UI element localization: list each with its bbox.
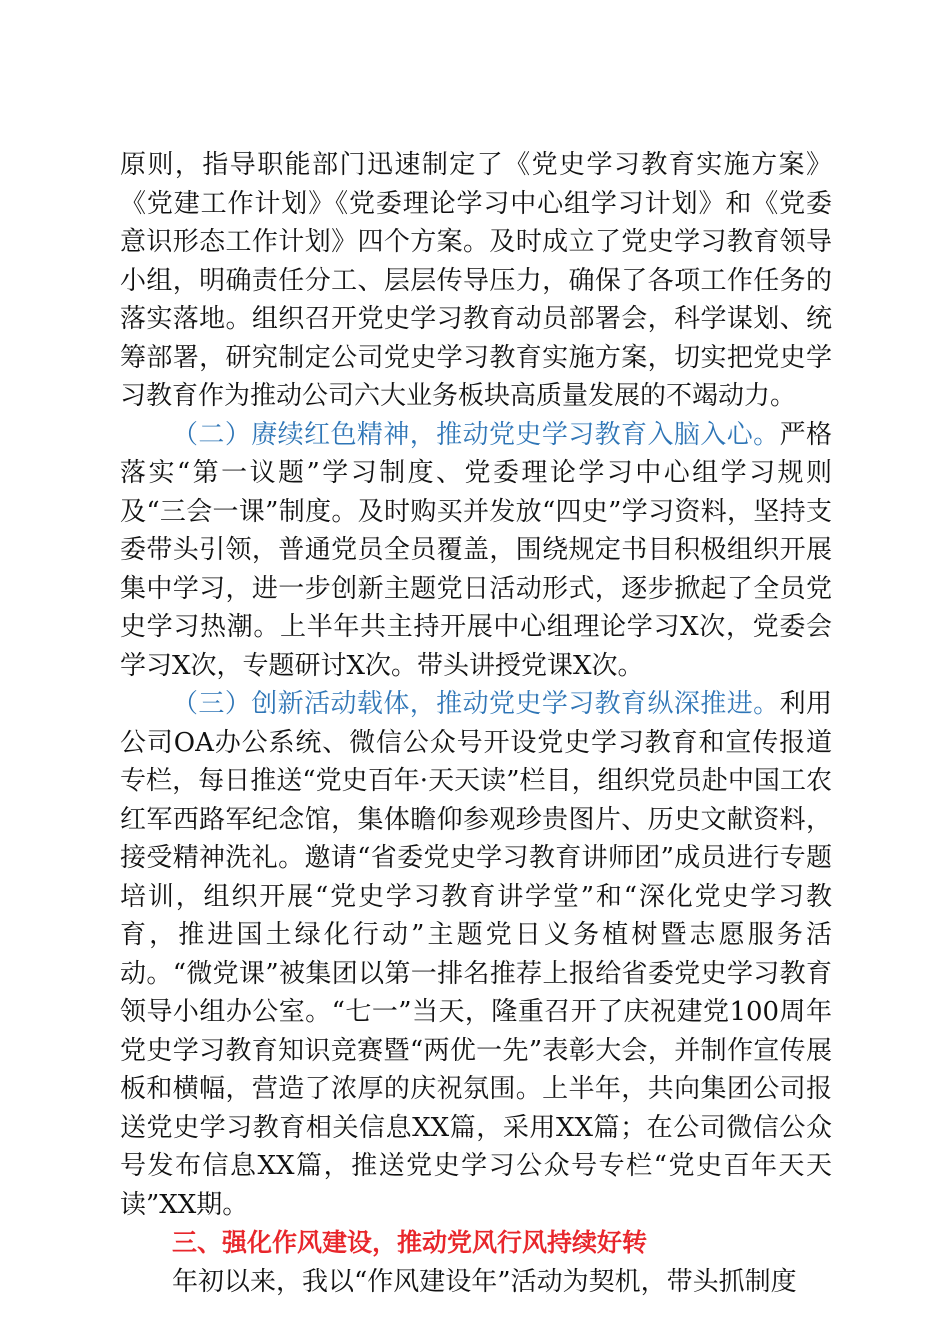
paragraph-text: 严格落实“第一议题”学习制度、党委理论学习中心组学习规则及“三会一课”制度。及时购买并发放“四史”学习资料，坚持支委带头引领，普通党员全员覆盖，围绕规定书目积极组织开展集中学习，进一步创新主题党日活动形式，逐步掀起了全员党史学习热潮。上半年共主持开展中心组理论学习X次，党委会学习X次，专题研讨X次。带头讲授党课X次。 xyxy=(120,419,832,681)
subsection-heading-3: （三）创新活动载体，推动党史学习教育纵深推进。 xyxy=(172,689,780,719)
paragraph-subsection-2 xyxy=(120,416,832,686)
paragraph-text: 利用公司OA办公系统、微信公众号开设党史学习教育和宣传报道专栏，每日推送“党史百年·天天读”栏目，组织党员赴中国工农红军西路军纪念馆，集体瞻仰参观珍贵图片、历史文献资料，接受精神洗礼。邀请“省委党史学习教育讲师团”成员进行专题培训，组织开展“党史学习教育讲学堂”和“深化党史学习教育，推进国土绿化行动”主题党日义务植树暨志愿服务活动。“微党课”被集团以第一排名推荐上报给省委党史学习教育领导小组办公室。“七一”当天，隆重召开了庆祝建党100周年党史学习教育知识竞赛暨“两优一先”表彰大会，并制作宣传展板和横幅，营造了浓厚的庆祝氛围。上半年，共向集团公司报送党史学习教育相关信息XX篇，采用XX篇；在公司微信公众号发布信息XX篇，推送党史学习公众号专栏“党史百年天天读”XX期。 xyxy=(120,689,832,1220)
paragraph-subsection-3 xyxy=(120,685,832,1224)
subsection-heading-2: （二）赓续红色精神，推动党史学习教育入脑入心。 xyxy=(172,419,780,450)
section-heading-3: 三、强化作风建设，推动党风行风持续好转 xyxy=(172,1228,648,1257)
paragraph-text: 年初以来，我以“作风建设年”活动为契机，带头抓制度 xyxy=(172,1266,797,1297)
paragraph-continuation xyxy=(120,146,832,416)
document-body xyxy=(120,146,832,1301)
paragraph-section-3-intro xyxy=(120,1263,832,1302)
paragraph-text: 原则，指导职能部门迅速制定了《党史学习教育实施方案》《党建工作计划》《党委理论学习中心组学习计划》和《党委意识形态工作计划》四个方案。及时成立了党史学习教育领导小组，明确责任分工、层层传导压力，确保了各项工作任务的落实落地。组织召开党史学习教育动员部署会，科学谋划、统筹部署，研究制定公司党史学习教育实施方案，切实把党史学习教育作为推动公司六大业务板块高质量发展的不竭动力。 xyxy=(120,150,832,411)
